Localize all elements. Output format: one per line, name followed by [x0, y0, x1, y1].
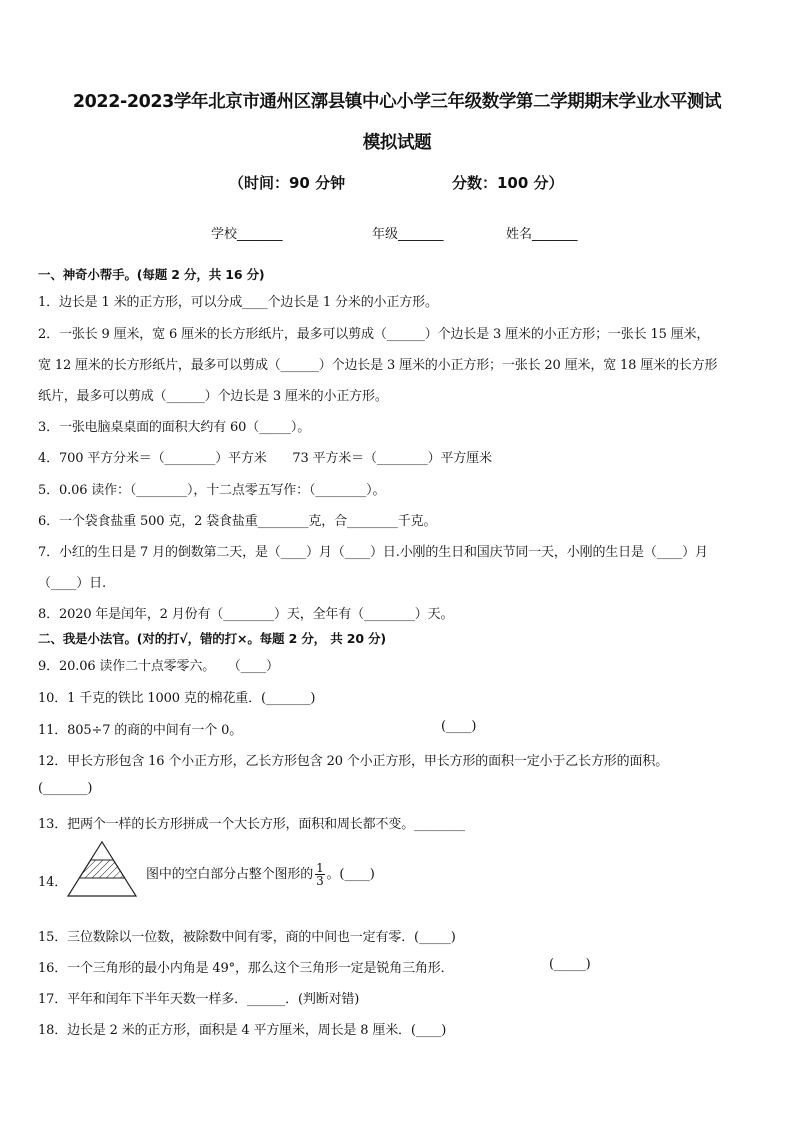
question-3: 3．一张电脑桌桌面的面积大约有 60（_____）。 — [38, 420, 311, 435]
fraction-denominator: 3 — [316, 874, 324, 888]
question-14 — [146, 862, 375, 887]
question-15: 15．三位数除以一位数，被除数中间有零，商的中间也一定有零．(_____) — [38, 930, 456, 945]
question-8: 8．2020 年是闰年，2 月份有（________）天，全年有（________）天。 — [38, 607, 454, 622]
question-6: 6．一个袋食盐重 500 克，2 袋食盐重________克，合________千克。 — [38, 514, 437, 529]
question-12-line-2: (_______) — [38, 781, 93, 796]
question-2-line-2: 宽 12 厘米的长方形纸片，最多可以剪成（______）个边长是 3 厘米的小正方形；一张长 20 厘米，宽 18 厘米的长方形 — [38, 358, 718, 373]
triangle-figure — [66, 840, 138, 900]
page-title: 2022-2023学年北京市通州区漷县镇中心小学三年级数学第二学期期末学业水平测试 — [72, 92, 722, 112]
question-16: 16．一个三角形的最小内角是 49°，那么这个三角形一定是锐角三角形． — [38, 961, 454, 976]
question-5: 5．0.06 读作：（________），十二点零五写作：（________）。 — [38, 483, 386, 498]
question-16-answer-blank: (_____) — [549, 957, 591, 972]
question-10: 10．1 千克的铁比 1000 克的棉花重．(_______) — [38, 691, 316, 706]
question-14-answer-blank: 。(____) — [326, 867, 375, 882]
question-11: 11．805÷7 的商的中间有一个 0。 — [38, 723, 243, 738]
page-subtitle: 模拟试题 — [362, 133, 432, 153]
fraction-one-third — [315, 862, 325, 887]
question-14-text: 图中的空白部分占整个图形的 — [146, 867, 314, 882]
name-field: 姓名_______ — [506, 227, 578, 242]
question-17: 17．平年和闰年下半年天数一样多．______．(判断对错) — [38, 992, 360, 1007]
question-18: 18．边长是 2 米的正方形，面积是 4 平方厘米，周长是 8 厘米．(____) — [38, 1023, 447, 1038]
question-4: 4．700 平方分米＝（________）平方米 73 平方米＝（________）平方厘米 — [38, 451, 492, 466]
exam-score: 分数：100 分） — [452, 174, 564, 192]
fraction-numerator: 1 — [316, 861, 324, 875]
exam-time: （时间：90 分钟 — [229, 174, 346, 192]
question-11-answer-blank: (____) — [441, 719, 477, 734]
question-14-number: 14． — [38, 875, 68, 890]
question-2-line-1: 2．一张长 9 厘米，宽 6 厘米的长方形纸片，最多可以剪成（______）个边长是 3 厘米的小正方形；一张长 15 厘米， — [38, 327, 710, 342]
question-12-line-1: 12．甲长方形包含 16 个小正方形，乙长方形包含 20 个小正方形，甲长方形的面积一定小于乙长方形的面积。 — [38, 754, 669, 769]
section-2-heading: 二、我是小法官。(对的打√，错的打×。每题 2 分， 共 20 分) — [38, 631, 386, 646]
section-1-heading: 一、神奇小帮手。(每题 2 分，共 16 分) — [38, 267, 265, 282]
question-7-line-1: 7．小红的生日是 7 月的倒数第二天，是（____）月（____）日.小刚的生日和国庆节同一天，小刚的生日是（____）月 — [38, 545, 708, 560]
question-13: 13．把两个一样的长方形拼成一个大长方形，面积和周长都不变。________ — [38, 817, 465, 832]
grade-field: 年级_______ — [372, 227, 444, 242]
question-1: 1．边长是 1 米的正方形，可以分成____个边长是 1 分米的小正方形。 — [38, 295, 438, 310]
question-9: 9．20.06 读作二十点零零六。 （____） — [38, 659, 279, 674]
question-7-line-2: （____）日. — [38, 576, 106, 591]
question-2-line-3: 纸片，最多可以剪成（______）个边长是 3 厘米的小正方形。 — [38, 389, 388, 404]
school-field: 学校_______ — [211, 227, 283, 242]
